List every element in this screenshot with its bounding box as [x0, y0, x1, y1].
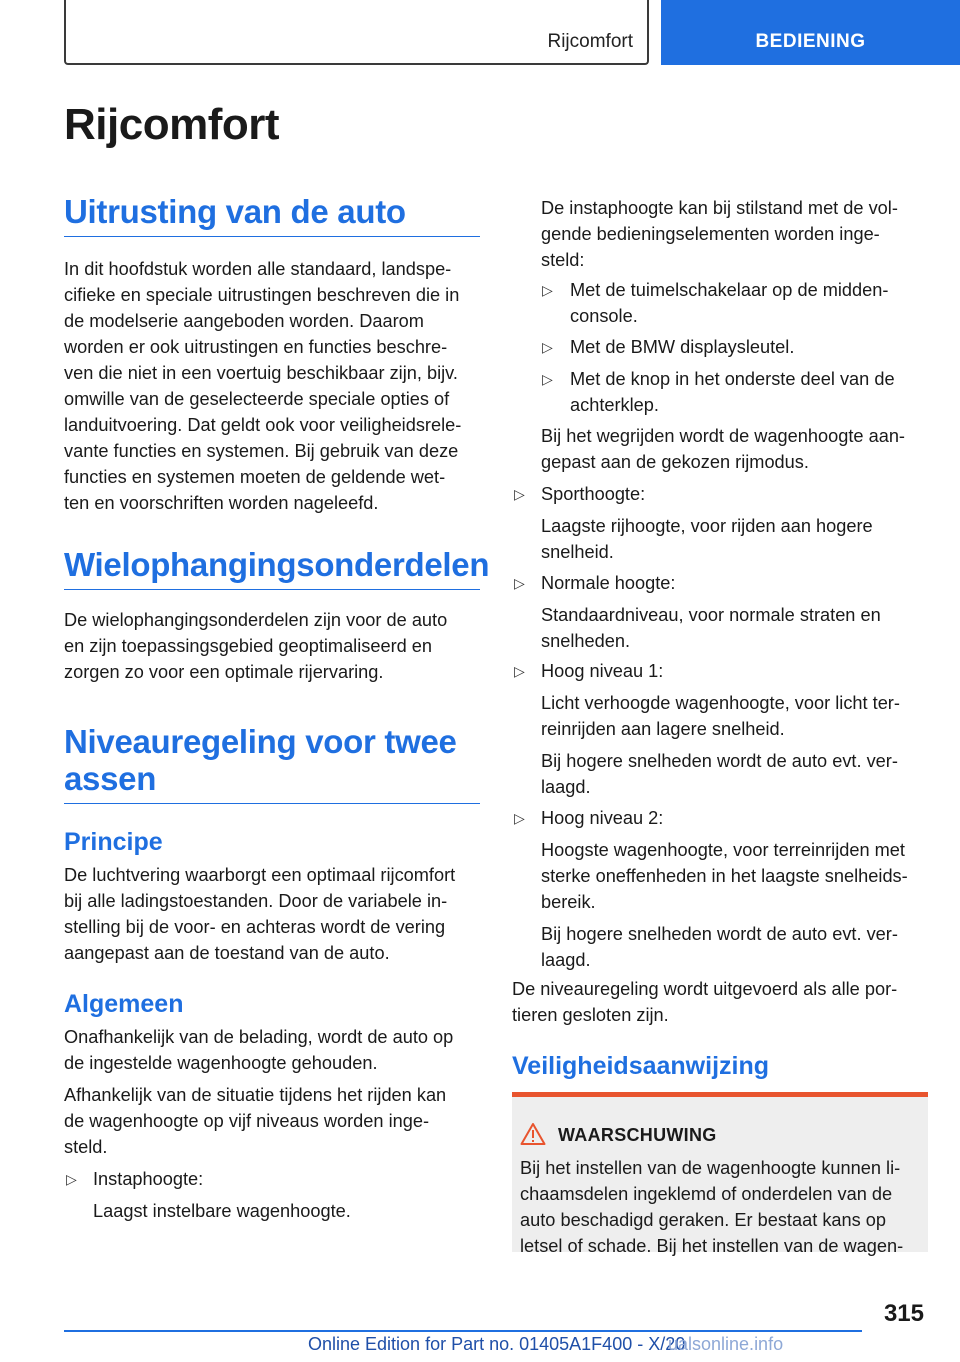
- text-line: de ingestelde wagenhoogte gehouden.: [64, 1053, 378, 1073]
- text-line: Bij hogere snelheden wordt de auto evt. ver-: [541, 751, 898, 771]
- text-line: vante functies en systemen. Bij gebruik van deze: [64, 441, 459, 461]
- text-line: De wielophangingsonderdelen zijn voor de auto: [64, 610, 448, 630]
- heading-safety: Veiligheidsaanwijzing: [512, 1052, 770, 1080]
- bullet-marker-icon: ▷: [542, 339, 553, 355]
- text-line: Licht verhoogde wagenhoogte, voor licht ter-: [541, 693, 900, 713]
- heading-general: Algemeen: [64, 990, 184, 1018]
- paragraph-entry-continued: [541, 195, 931, 273]
- header-chapter-label: BEDIENING: [755, 31, 866, 52]
- paragraph-closing: [512, 976, 928, 1028]
- text-line: Bij het instellen van de wagenhoogte kunnen li-: [520, 1158, 901, 1178]
- text-line: en zijn toepassingsgebied geoptimaliseerd en: [64, 636, 433, 656]
- text-line: aangepast aan de toestand van de auto.: [64, 943, 390, 963]
- bullet-marker-icon: ▷: [514, 575, 525, 591]
- list-item-desc: [541, 690, 931, 742]
- page-title: Rijcomfort: [64, 100, 279, 149]
- text-line: De luchtvering waarborgt een optimaal rijcomfort: [64, 865, 456, 885]
- list-item-label: Sporthoogte:: [541, 484, 646, 504]
- sub-item-tailgate-button: [570, 366, 930, 418]
- paragraph-equipment: [64, 256, 480, 516]
- list-item-label: Hoog niveau 1:: [541, 661, 664, 681]
- text-line: Met de tuimelschakelaar op de midden-: [570, 280, 889, 300]
- list-item-note: [541, 748, 931, 800]
- text-line: ven die niet in een voertuig beschikbaar zijn, bijv.: [64, 363, 458, 383]
- heading-equipment: Uitrusting van de auto: [64, 193, 480, 237]
- text-line: Onafhankelijk van de belading, wordt de auto op: [64, 1027, 454, 1047]
- text-line: steld:: [541, 250, 585, 270]
- text-line: auto beschadigd geraken. Er bestaat kans op: [520, 1210, 887, 1230]
- list-item-high-level-2: [541, 805, 931, 973]
- heading-line: Niveauregeling voor twee: [64, 723, 457, 760]
- list-item-label: Hoog niveau 2:: [541, 808, 664, 828]
- text-line: console.: [570, 306, 638, 326]
- text-line: Afhankelijk van de situatie tijdens het rijden kan: [64, 1085, 447, 1105]
- list-item-desc: Laagst instelbare wagenhoogte.: [93, 1201, 351, 1221]
- text-line: landuitvoering. Dat geldt ook voor veiligheidsrele-: [64, 415, 462, 435]
- text-line: ten en voorschriften worden nageleefd.: [64, 493, 379, 513]
- bullet-marker-icon: ▷: [66, 1171, 77, 1187]
- text-line: cifieke en speciale uitrustingen beschreven die in: [64, 285, 460, 305]
- paragraph-general-1: [64, 1024, 480, 1076]
- text-line: Bij het wegrijden wordt de wagenhoogte aan-: [541, 426, 905, 446]
- text-line: steld.: [64, 1137, 108, 1157]
- sub-item-rocker-switch: [570, 277, 930, 329]
- text-line: Hoogste wagenhoogte, voor terreinrijden met: [541, 840, 905, 860]
- text-line: sterke oneffenheden in het laagste snelheids-: [541, 866, 908, 886]
- list-item-entry-height: [93, 1166, 483, 1224]
- heading-level-control: [64, 723, 480, 804]
- list-item-desc: [541, 837, 931, 915]
- bullet-marker-icon: ▷: [514, 810, 525, 826]
- text-line: gende bedieningselementen worden inge-: [541, 224, 880, 244]
- header-section-title: Rijcomfort: [547, 31, 633, 52]
- text-line: gepast aan de gekozen rijmodus.: [541, 452, 809, 472]
- text-line: tieren gesloten zijn.: [512, 1005, 669, 1025]
- text-line: stelling bij de voor- en achteras wordt de vering: [64, 917, 446, 937]
- warning-text: [520, 1155, 925, 1259]
- text-line: Standaardniveau, voor normale straten en: [541, 605, 881, 625]
- paragraph-principle: [64, 862, 480, 966]
- footer-divider: [64, 1330, 862, 1332]
- text-line: bij alle ladingstoestanden. Door de variabele in-: [64, 891, 448, 911]
- text-line: zorgen zo voor een optimale rijervaring.: [64, 662, 384, 682]
- paragraph-general-2: [64, 1082, 480, 1160]
- bullet-marker-icon: ▷: [542, 371, 553, 387]
- paragraph-drive-mode: [541, 423, 931, 475]
- list-item-note: [541, 921, 931, 973]
- list-item-normal-height: [541, 570, 931, 654]
- footer-watermark: ualsonline.info: [668, 1334, 784, 1354]
- list-item-label: Instaphoogte:: [93, 1169, 204, 1189]
- list-item-desc: [541, 602, 931, 654]
- header-chapter-tab[interactable]: [661, 0, 960, 65]
- header-section-box: [64, 0, 649, 65]
- bullet-marker-icon: ▷: [542, 282, 553, 298]
- text-line: laagd.: [541, 950, 591, 970]
- list-item-high-level-1: [541, 658, 931, 800]
- text-line: letsel of schade. Bij het instellen van de wagen-: [520, 1236, 904, 1256]
- text-line: worden er ook uitrustingen en functies beschre-: [64, 337, 448, 357]
- list-item-label: Normale hoogte:: [541, 573, 676, 593]
- text-line: Met de knop in het onderste deel van de: [570, 369, 895, 389]
- warning-title: WAARSCHUWING: [558, 1125, 717, 1145]
- text-line: chaamsdelen ingeklemd of onderdelen van de: [520, 1184, 893, 1204]
- bullet-marker-icon: ▷: [514, 486, 525, 502]
- heading-line: assen: [64, 760, 157, 797]
- text-line: achterklep.: [570, 395, 659, 415]
- warning-box: [512, 1092, 928, 1256]
- text-line: De niveauregeling wordt uitgevoerd als alle por-: [512, 979, 898, 999]
- page-number: 315: [883, 1300, 924, 1327]
- text-line: bereik.: [541, 892, 596, 912]
- text-line: de modelserie aangeboden worden. Daarom: [64, 311, 424, 331]
- text-line: laagd.: [541, 777, 591, 797]
- footer-edition-text: Online Edition for Part no. 01405A1F400 - X/20: [308, 1334, 686, 1354]
- text-line: snelheden.: [541, 631, 630, 651]
- text-line: De instaphoogte kan bij stilstand met de vol-: [541, 198, 898, 218]
- text-line: Bij hogere snelheden wordt de auto evt. ver-: [541, 924, 898, 944]
- list-item-sport-height: [541, 481, 931, 565]
- text-line: functies en systemen moeten de geldende wet-: [64, 467, 446, 487]
- warning-triangle-icon: [520, 1122, 546, 1146]
- sub-item-display-key: Met de BMW displaysleutel.: [570, 337, 795, 357]
- list-item-desc: [541, 513, 931, 565]
- text-line: In dit hoofdstuk worden alle standaard, landspe-: [64, 259, 452, 279]
- text-line: omwille van de geselecteerde speciale opties of: [64, 389, 450, 409]
- text-line: reinrijden aan lagere snelheid.: [541, 719, 785, 739]
- paragraph-suspension: [64, 607, 480, 685]
- text-line: Laagste rijhoogte, voor rijden aan hogere: [541, 516, 873, 536]
- text-line: snelheid.: [541, 542, 614, 562]
- heading-principle: Principe: [64, 828, 163, 856]
- heading-suspension: Wielophangingsonderdelen: [64, 546, 480, 590]
- bullet-marker-icon: ▷: [514, 663, 525, 679]
- text-line: de wagenhoogte op vijf niveaus worden inge-: [64, 1111, 430, 1131]
